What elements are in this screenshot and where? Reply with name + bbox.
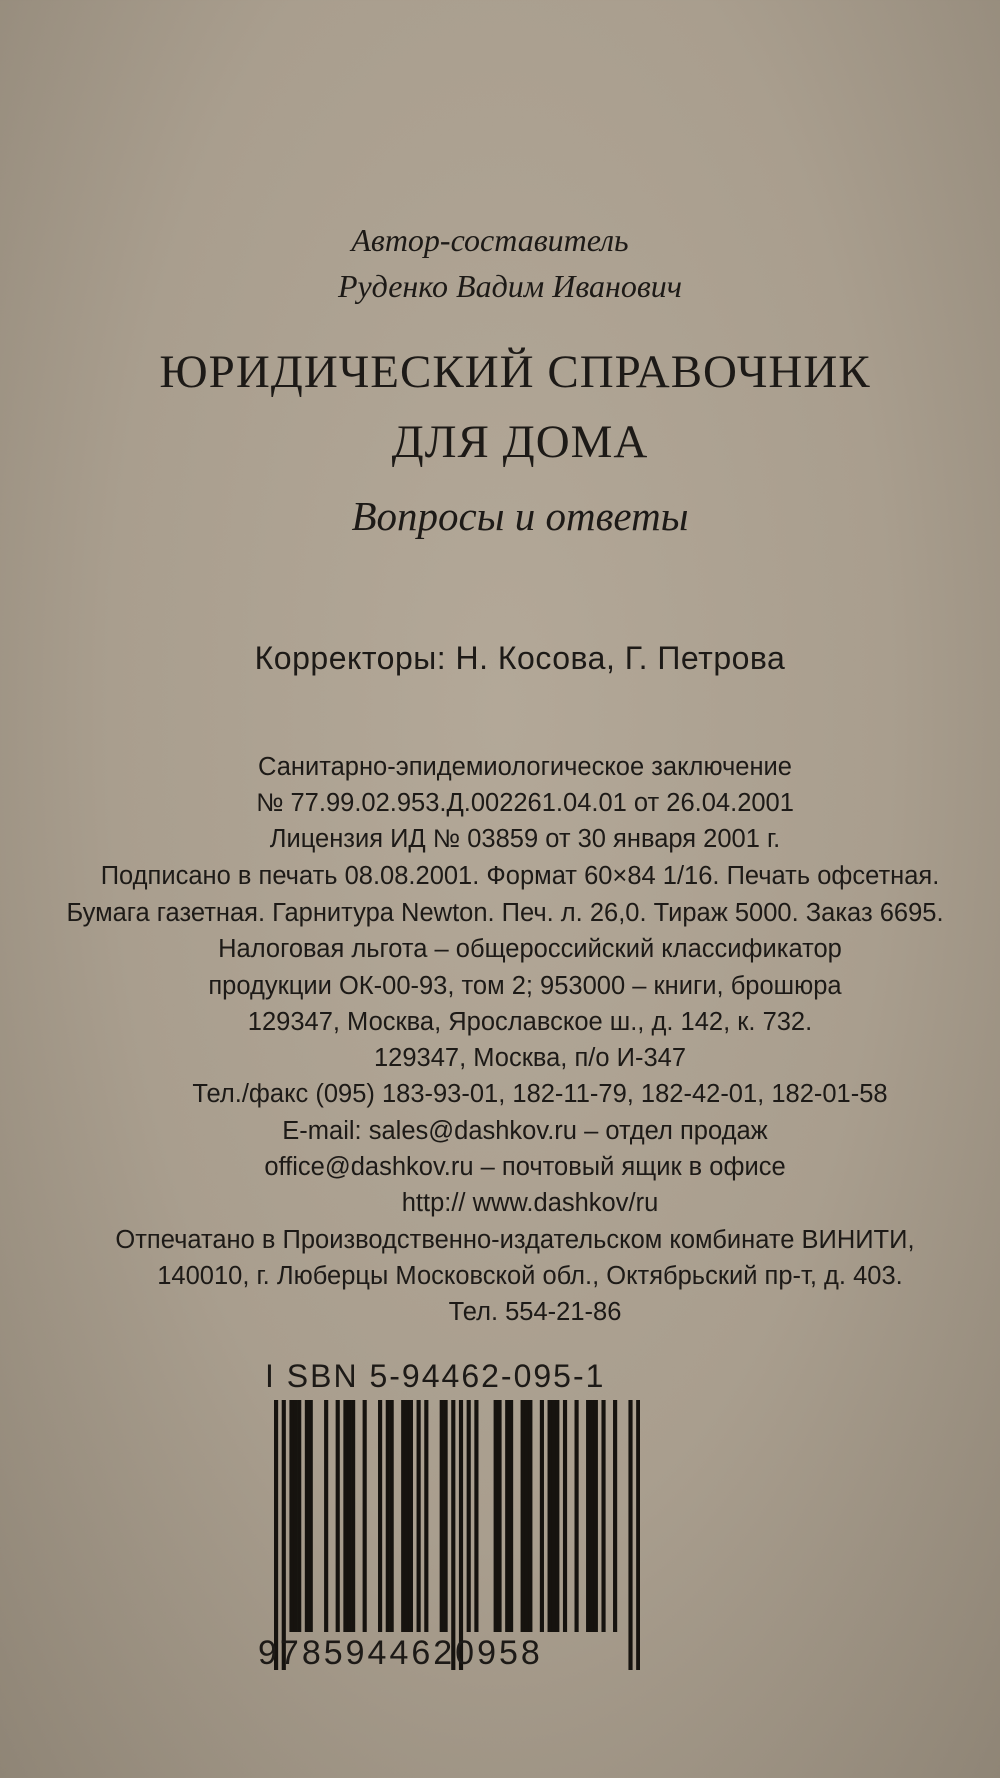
barcode-bar bbox=[324, 1400, 328, 1632]
barcode-bar bbox=[636, 1400, 640, 1670]
barcode-bar bbox=[440, 1400, 444, 1632]
imprint-line: Санитарно-эпидемиологическое заключение bbox=[258, 753, 792, 781]
barcode-bar bbox=[297, 1400, 301, 1632]
barcode-bar bbox=[590, 1400, 594, 1632]
imprint-line: office@dashkov.ru – почтовый ящик в офисе bbox=[264, 1153, 786, 1181]
barcode-bar bbox=[551, 1400, 555, 1632]
barcode-bar bbox=[401, 1400, 405, 1632]
author-role: Автор-составитель bbox=[351, 222, 629, 258]
imprint-line: Подписано в печать 08.08.2001. Формат 60×84 1/16. Печать офсетная. bbox=[100, 862, 940, 890]
barcode-bar bbox=[424, 1400, 428, 1632]
barcode-bar bbox=[405, 1400, 409, 1632]
barcode-bar bbox=[528, 1400, 532, 1632]
barcode-bar bbox=[451, 1400, 455, 1670]
imprint-line: Лицензия ИД № 03859 от 30 января 2001 г. bbox=[269, 825, 781, 853]
barcode-bar bbox=[548, 1400, 552, 1632]
imprint-line: E-mail: sales@dashkov.ru – отдел продаж bbox=[282, 1117, 768, 1145]
imprint-line: http:// www.dashkov/ru bbox=[401, 1189, 659, 1217]
barcode-bar bbox=[628, 1400, 632, 1670]
imprint-line: Бумага газетная. Гарнитура Newton. Печ. л. 26,0. Тираж 5000. Заказ 6695. bbox=[66, 899, 944, 927]
barcode-bar bbox=[540, 1400, 544, 1632]
barcode-bar bbox=[363, 1400, 367, 1632]
barcode-bar bbox=[444, 1400, 448, 1632]
barcode-bar bbox=[505, 1400, 509, 1632]
barcode-graphic bbox=[260, 1400, 640, 1670]
author-name: Руденко Вадим Иванович bbox=[337, 268, 683, 304]
barcode-bar bbox=[563, 1400, 567, 1632]
barcode-bar bbox=[586, 1400, 590, 1632]
isbn: I SBN 5-94462-095-1 bbox=[265, 1358, 606, 1394]
barcode-bar bbox=[521, 1400, 525, 1632]
imprint-line: продукции ОК-00-93, том 2; 953000 – книги, брошюра bbox=[208, 972, 842, 1000]
imprint-line: 129347, Москва, п/о И-347 bbox=[373, 1044, 686, 1072]
imprint-line: № 77.99.02.953.Д.002261.04.01 от 26.04.2001 bbox=[256, 789, 794, 817]
barcode-bar bbox=[409, 1400, 413, 1632]
barcode-bar bbox=[613, 1400, 617, 1632]
imprint-line: Тел. 554-21-86 bbox=[448, 1298, 622, 1326]
imprint-line: Налоговая льгота – общероссийский классификатор bbox=[218, 935, 842, 963]
correctors: Корректоры: Н. Косова, Г. Петрова bbox=[254, 640, 786, 676]
imprint-line: Тел./факс (095) 183-93-01, 182-11-79, 182-42-01, 182-01-58 bbox=[192, 1080, 888, 1108]
barcode-bar bbox=[509, 1400, 513, 1632]
barcode-bar bbox=[555, 1400, 559, 1632]
barcode-bar bbox=[274, 1400, 278, 1670]
barcode-bar bbox=[293, 1400, 297, 1632]
barcode-bar bbox=[289, 1400, 293, 1632]
barcode-bar bbox=[601, 1400, 605, 1632]
barcode-bar bbox=[524, 1400, 528, 1632]
barcode-bar bbox=[497, 1400, 501, 1632]
barcode-bar bbox=[474, 1400, 478, 1632]
barcode-bar bbox=[343, 1400, 347, 1632]
book-subtitle: Вопросы и ответы bbox=[351, 493, 689, 539]
barcode-bar bbox=[336, 1400, 340, 1632]
barcode-bar bbox=[594, 1400, 598, 1632]
barcode-bar bbox=[575, 1400, 579, 1632]
barcode-bar bbox=[351, 1400, 355, 1632]
barcode-bar bbox=[378, 1400, 382, 1632]
barcode-bar bbox=[494, 1400, 498, 1632]
barcode-bar bbox=[467, 1400, 471, 1632]
barcode-bar bbox=[386, 1400, 390, 1632]
barcode-digits: 9785944620958 bbox=[258, 1634, 543, 1672]
barcode-bar bbox=[417, 1400, 421, 1632]
barcode-bar bbox=[309, 1400, 313, 1632]
imprint-line: Отпечатано в Производственно-издательском комбинате ВИНИТИ, bbox=[115, 1226, 915, 1254]
imprint-line: 129347, Москва, Ярославское ш., д. 142, к. 732. bbox=[247, 1008, 813, 1036]
barcode bbox=[260, 1400, 640, 1670]
book-title-line-2: ДЛЯ ДОМА bbox=[391, 416, 649, 468]
imprint-line: 140010, г. Люберцы Московской обл., Октябрьский пр-т, д. 403. bbox=[157, 1262, 903, 1290]
barcode-bar bbox=[347, 1400, 351, 1632]
barcode-bar bbox=[459, 1400, 463, 1670]
barcode-bar bbox=[282, 1400, 286, 1670]
barcode-bar bbox=[390, 1400, 394, 1632]
barcode-bar bbox=[305, 1400, 309, 1632]
book-title-line-1: ЮРИДИЧЕСКИЙ СПРАВОЧНИК bbox=[159, 346, 871, 398]
